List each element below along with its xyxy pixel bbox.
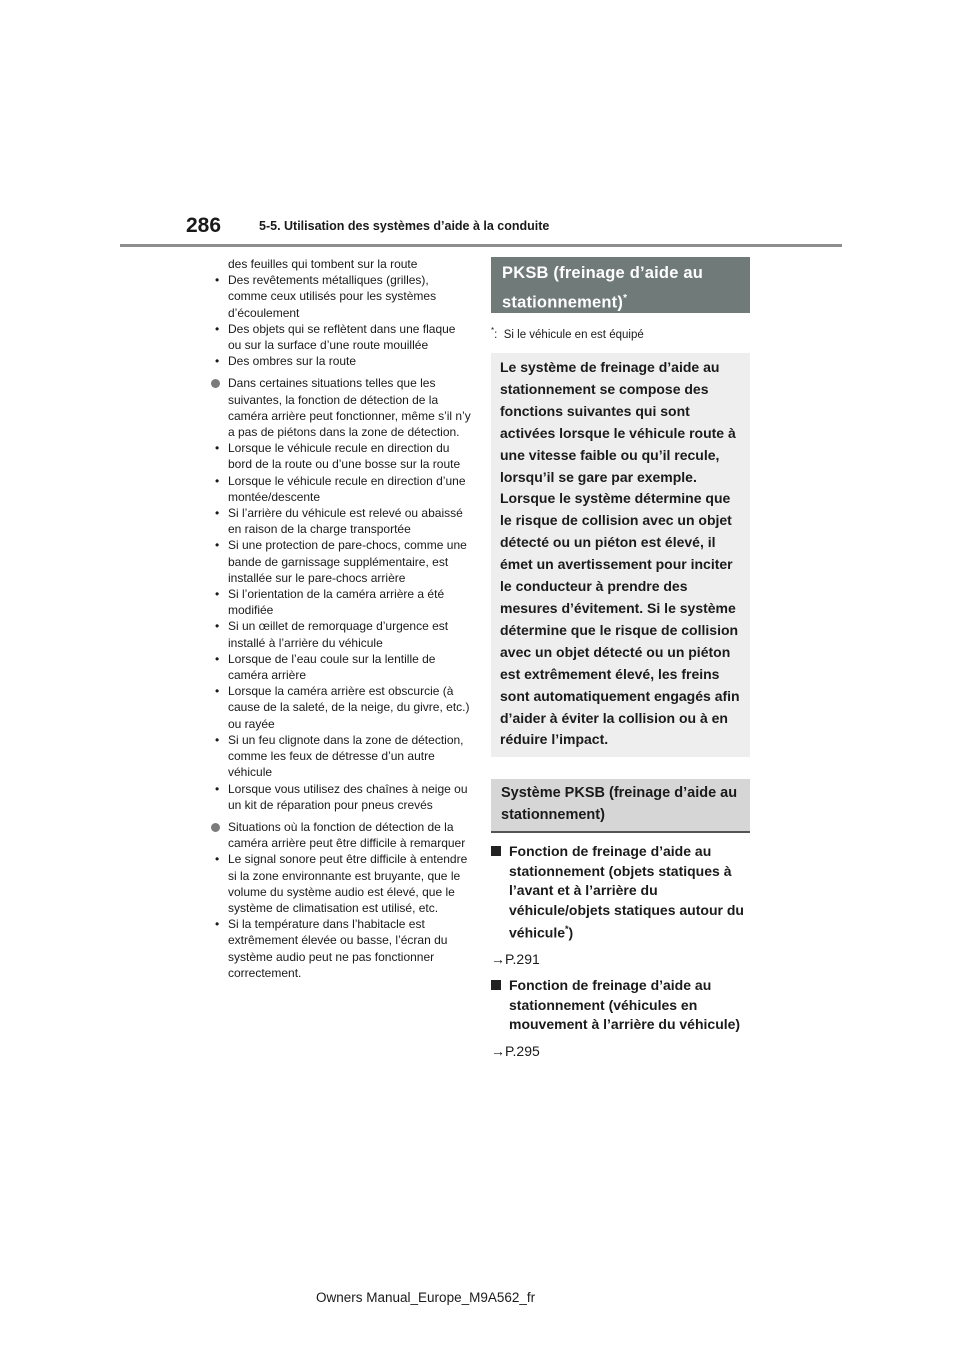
function-title: Fonction de freinage d’aide au stationnement (véhicules en mouvement à l’arrière du véhicule) xyxy=(509,977,741,1033)
list-item: • Si un œillet de remorquage d’urgence est installé à l’arrière du véhicule xyxy=(211,618,471,650)
left-column xyxy=(211,256,471,981)
page-reference-link[interactable]: →P.291 xyxy=(491,951,540,968)
section-heading-pksb xyxy=(491,257,750,313)
list-item: • Des ombres sur la route xyxy=(211,353,471,369)
square-bullet-icon xyxy=(491,980,501,990)
note-hard-to-notice xyxy=(211,819,471,851)
continued-text: des feuilles qui tombent sur la route xyxy=(228,257,418,271)
intro-summary-box: Le système de freinage d’aide au stationnement se compose des fonctions suivantes qui sont activées lorsque le véhicule route à une vitesse faible ou qu’il recule, lorsqu’il se gare par exemple. Lorsque le système détermine que le risque de collision avec un objet détecté ou un piéton est élevé, il émet un avertissement pour inciter le conducteur à prendre des mesures d’évitement. Si le système détermine que le risque de collision avec un objet détecté ou un piéton est extrêmement élevé, les freins sont automatiquement engagés afin d’aider à éviter la collision ou à en réduire l’impact. xyxy=(491,353,750,757)
circle-bullet-icon xyxy=(211,379,220,388)
list-item: • Si l’orientation de la caméra arrière a été modifiée xyxy=(211,586,471,618)
list-item: • Lorsque le véhicule recule en direction du bord de la route ou d’une bosse sur la route xyxy=(211,440,471,472)
asterisk-mark: * xyxy=(623,293,628,304)
list-item: • Si l’arrière du véhicule est relevé ou abaissé en raison de la charge transportée xyxy=(211,505,471,537)
footer-manual-id: Owners Manual_Europe_M9A562_fr xyxy=(316,1290,536,1305)
subsection-heading-system: Système PKSB (freinage d’aide au stationnement) xyxy=(491,779,750,833)
chapter-title: 5-5. Utilisation des systèmes d’aide à la conduite xyxy=(259,219,550,233)
bullet-list-2 xyxy=(211,440,471,813)
list-item: • Lorsque la caméra arrière est obscurcie (à cause de la saleté, de la neige, du givre, etc.) ou rayée xyxy=(211,683,471,732)
right-column xyxy=(491,257,750,1059)
footnote-text: Si le véhicule en est équipé xyxy=(503,328,644,341)
function-item-static xyxy=(491,842,750,943)
list-item: • Le signal sonore peut être difficile à entendre si la zone environnante est bruyante, que le volume du système audio est élevé, que le système de climatisation est utilisé, etc. xyxy=(211,851,471,916)
square-bullet-icon xyxy=(491,846,501,856)
note-text: Dans certaines situations telles que les suivantes, la fonction de détection de la caméra arrière peut fonctionner, même s’il n’y a pas de piétons dans la zone de détection. xyxy=(228,376,471,440)
function-title: Fonction de freinage d’aide au stationnement (objets statiques à l’avant et à l’arrière du véhicule/objets statiques autour du véhicule xyxy=(509,843,744,941)
list-item: • Si un feu clignote dans la zone de détection, comme les feux de détresse d’un autre véhicule xyxy=(211,732,471,781)
circle-bullet-icon xyxy=(211,823,220,832)
list-item: • Si la température dans l’habitacle est extrêmement élevée ou basse, l’écran du système audio peut ne pas fonctionner correctement. xyxy=(211,916,471,981)
footnote: *: Si le véhicule en est équipé xyxy=(491,326,644,341)
note-text: Situations où la fonction de détection de la caméra arrière peut être difficile à remarquer xyxy=(228,819,466,851)
list-item: • Des revêtements métalliques (grilles), comme ceux utilisés pour les systèmes d’écoulement xyxy=(211,272,471,321)
header-divider xyxy=(120,244,842,247)
page-reference-link[interactable]: →P.295 xyxy=(491,1042,540,1059)
list-item: • Des objets qui se reflètent dans une flaque ou sur la surface d’une route mouillée xyxy=(211,321,471,353)
bullet-list-1 xyxy=(211,272,471,369)
function-item-moving xyxy=(491,976,750,1035)
list-item: • Lorsque le véhicule recule en direction d’une montée/descente xyxy=(211,473,471,505)
list-item: • Si une protection de pare-chocs, comme une bande de garnissage supplémentaire, est installée sur le pare-chocs arrière xyxy=(211,537,471,586)
asterisk-mark: * xyxy=(565,924,569,935)
footnote-asterisk: * xyxy=(491,326,495,335)
heading-text: PKSB (freinage d’aide au stationnement) xyxy=(502,264,704,312)
list-item: • Lorsque de l’eau coule sur la lentille de caméra arrière xyxy=(211,651,471,683)
note-false-detection xyxy=(211,375,471,440)
page-number: 286 xyxy=(186,214,222,237)
function-title-close: ) xyxy=(568,924,574,941)
bullet-list-3 xyxy=(211,851,471,981)
list-item: • Lorsque vous utilisez des chaînes à neige ou un kit de réparation pour pneus crevés xyxy=(211,781,471,813)
